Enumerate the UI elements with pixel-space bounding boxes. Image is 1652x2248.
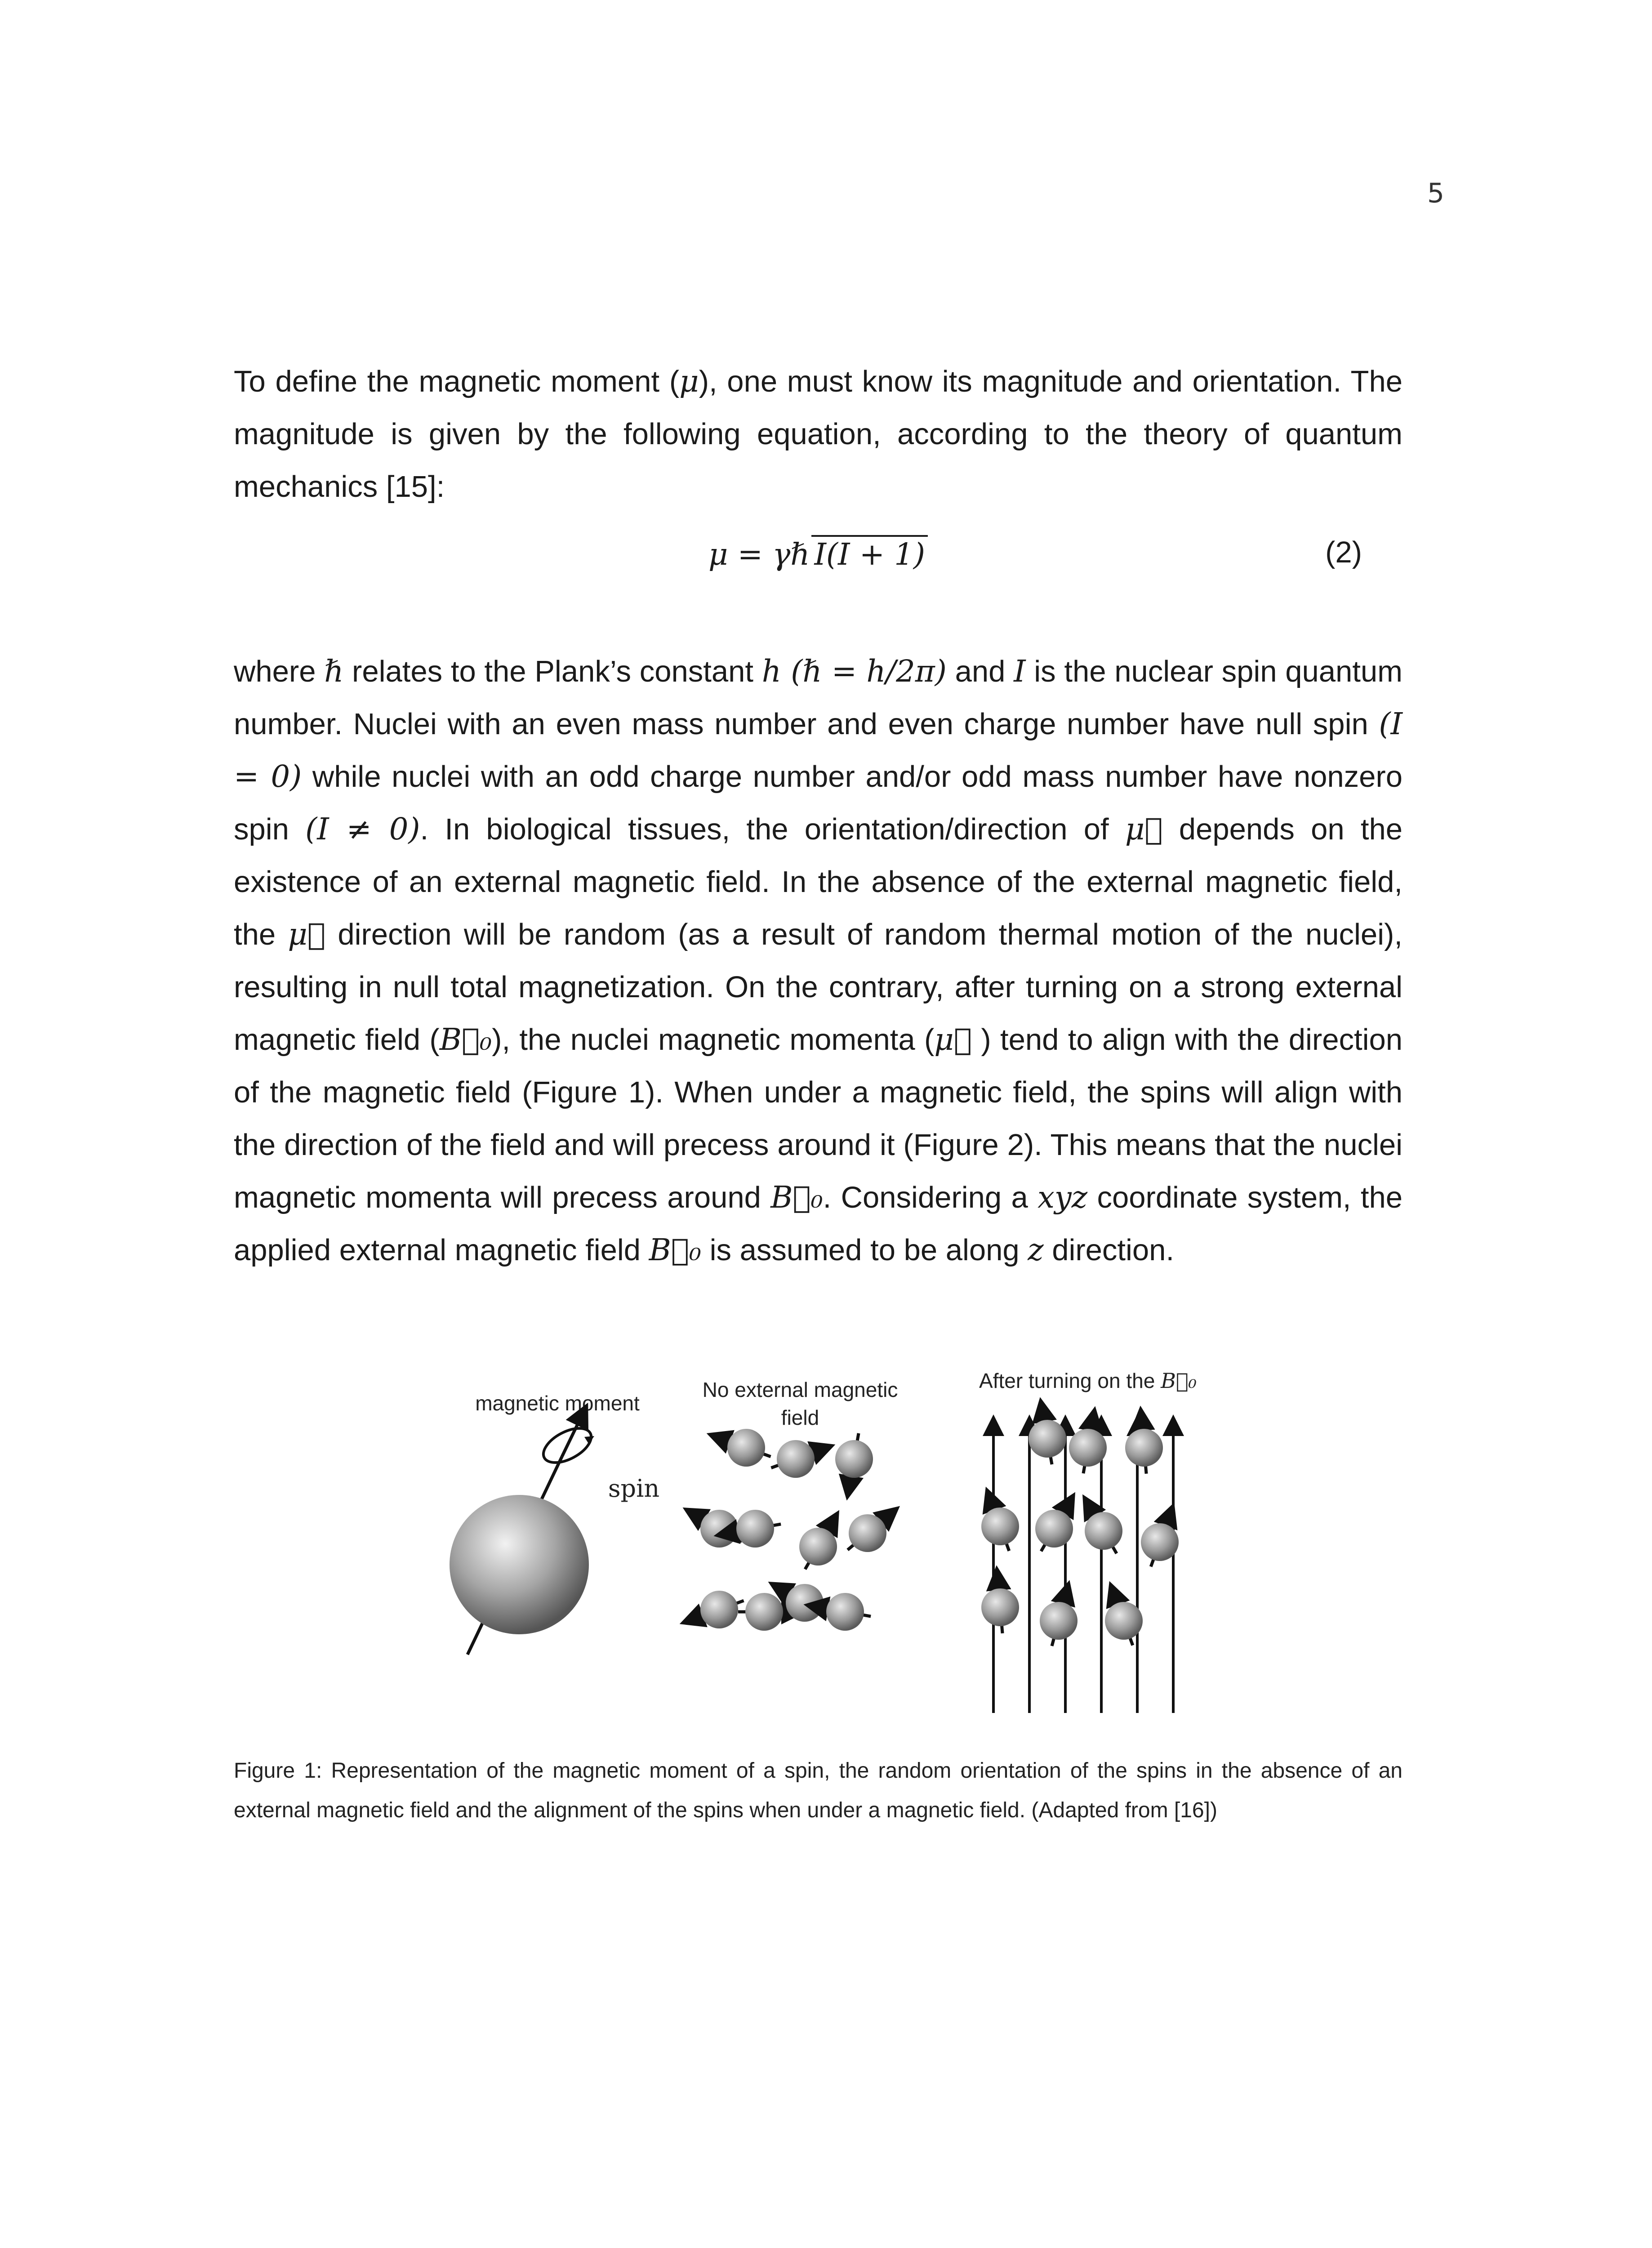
math-B0: B⃗₀ bbox=[439, 1022, 492, 1057]
text-run: . Considering a bbox=[823, 1181, 1038, 1214]
random-spins-group bbox=[691, 1429, 891, 1631]
label-no-external-field: No external magnetic field bbox=[702, 1378, 898, 1429]
spin-particle bbox=[816, 1593, 871, 1631]
math-planck: h (ℏ = h/2π) bbox=[761, 654, 947, 689]
spin-particle bbox=[738, 1593, 794, 1631]
aligned-spins-group bbox=[981, 1409, 1179, 1713]
spin-particle bbox=[691, 1591, 744, 1628]
spin-rotation-arrow bbox=[584, 1436, 594, 1444]
paragraph-spin-alignment bbox=[234, 645, 1403, 1276]
large-spin-sphere bbox=[450, 1414, 597, 1655]
text-run: ) tend to align with the direction of the magnetic field (Figure 1). When under a magnetic field, the spins will align with the direction of the field and will precess around it (Figure 2). This means that the nuclei magnetic momenta will precess around bbox=[234, 1023, 1403, 1214]
spin-particle bbox=[694, 1510, 742, 1548]
text-run: direction. bbox=[1043, 1233, 1175, 1267]
spin-particle bbox=[981, 1499, 1019, 1551]
spin-particle bbox=[771, 1440, 824, 1478]
spin-particle bbox=[1029, 1409, 1066, 1464]
text-run: is the nuclear spin quantum number. Nuclei with an even mass number and even charge number have null spin bbox=[234, 655, 1403, 741]
label-after-b0: B⃗₀ bbox=[1161, 1369, 1197, 1393]
spin-particle bbox=[1085, 1505, 1122, 1553]
math-xyz: xyz bbox=[1038, 1180, 1088, 1215]
text-run: relates to the Plank’s constant bbox=[343, 655, 762, 688]
text-run: ), one must know its magnitude and orientation. The magnitude is given by the following equation, according to the theory of quantum mechanics [15]: bbox=[234, 365, 1403, 504]
moment-arrow bbox=[562, 1414, 583, 1457]
spin-particle bbox=[981, 1578, 1019, 1633]
math-mu-vector: μ⃗ bbox=[1125, 812, 1163, 847]
figure-1 bbox=[450, 1358, 1223, 1731]
spin-particle bbox=[1040, 1592, 1078, 1646]
math-B0: B⃗₀ bbox=[770, 1180, 823, 1215]
math-B0: B⃗₀ bbox=[649, 1232, 701, 1267]
math-I: I bbox=[1014, 654, 1026, 689]
equation-number: (2) bbox=[1325, 535, 1362, 569]
paragraph-magnetic-moment bbox=[234, 355, 1403, 513]
text-run: To define the magnetic moment ( bbox=[234, 365, 680, 398]
spin-particle bbox=[1125, 1418, 1163, 1474]
math-I-nonzero: (I ≠ 0) bbox=[305, 812, 420, 847]
text-run: . In biological tissues, the orientation/direction of bbox=[420, 812, 1125, 846]
equation-lhs: μ = γℏ bbox=[708, 537, 810, 572]
math-mu-vector: μ⃗ bbox=[934, 1022, 972, 1057]
label-spin: spin bbox=[608, 1474, 660, 1503]
spin-particle bbox=[799, 1521, 837, 1569]
text-run: ), the nuclei magnetic momenta ( bbox=[492, 1023, 935, 1057]
text-run: direction will be random (as a result of random thermal motion of the nuclei), resulting in null total magnetization. On the contrary, after turning on a strong external magnetic field ( bbox=[234, 918, 1403, 1057]
spin-particle bbox=[835, 1433, 873, 1488]
spin-particle bbox=[1035, 1503, 1073, 1551]
spin-particle bbox=[718, 1429, 771, 1467]
text-run: coordinate system, the applied external magnetic field bbox=[234, 1181, 1403, 1267]
label-after-text: After turning on the bbox=[979, 1369, 1161, 1392]
math-mu: μ bbox=[679, 364, 699, 399]
label-magnetic-moment: magnetic moment bbox=[475, 1392, 640, 1415]
text-run: while nuclei with an odd charge number and/or odd mass number have nonzero spin bbox=[234, 760, 1403, 846]
text-run: depends on the existence of an external magnetic field. In the absence of the external magnetic field, the bbox=[234, 812, 1403, 951]
math-I-zero: (I = 0) bbox=[234, 706, 1403, 794]
equation-2 bbox=[234, 535, 1403, 593]
text-run: and bbox=[946, 655, 1014, 688]
equation-formula bbox=[234, 535, 1403, 572]
spin-particle bbox=[848, 1514, 891, 1552]
text-run: is assumed to be along bbox=[701, 1233, 1028, 1267]
math-z: z bbox=[1028, 1232, 1044, 1267]
math-hbar: ℏ bbox=[324, 654, 344, 689]
figure-illustration bbox=[450, 1358, 1223, 1731]
large-sphere bbox=[450, 1495, 589, 1634]
math-mu-vector: μ⃗ bbox=[288, 917, 326, 952]
figure-caption: Figure 1: Representation of the magnetic moment of a spin, the random orientation of the spins in the absence of an external magnetic field and the alignment of the spins when under a magnetic field. (Adapted from [16]) bbox=[234, 1759, 1403, 1822]
text-run: where bbox=[234, 655, 325, 688]
page-number: 5 bbox=[1427, 178, 1444, 209]
sqrt-radicand: I(I + 1) bbox=[811, 535, 928, 572]
spin-particle bbox=[779, 1584, 827, 1622]
